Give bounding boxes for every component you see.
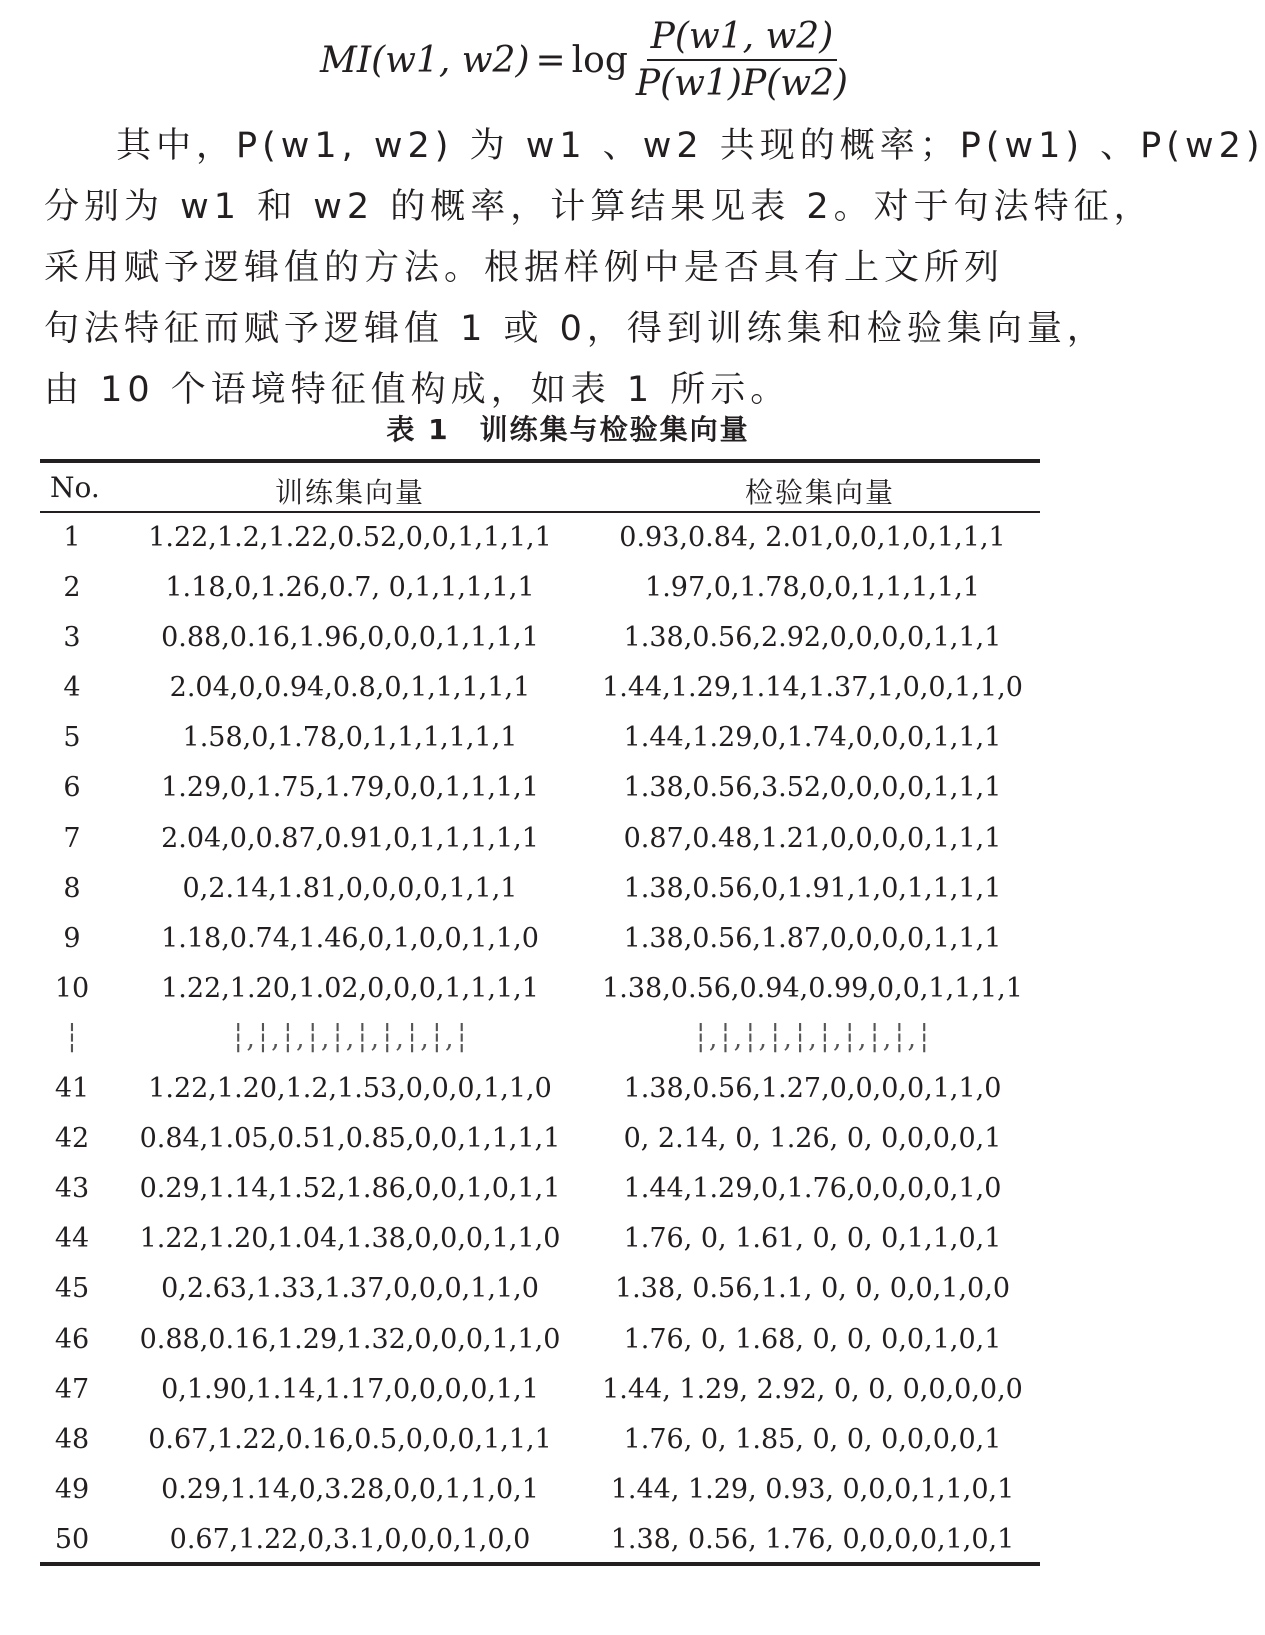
table-row bbox=[40, 566, 1040, 616]
test-vector-cell: 0, 2.14, 0, 1.26, 0, 0,0,0,0,1 bbox=[623, 1123, 1002, 1155]
table-row bbox=[40, 516, 1040, 566]
table-row bbox=[40, 1468, 1040, 1518]
header-test-vector: 检验集向量 bbox=[744, 476, 895, 509]
train-vector-cell: 0.88,0.16,1.29,1.32,0,0,0,1,1,0 bbox=[139, 1323, 561, 1355]
row-number: 47 bbox=[54, 1373, 90, 1405]
row-number: 49 bbox=[54, 1473, 90, 1505]
table-row bbox=[40, 666, 1040, 716]
table-top-rule bbox=[40, 459, 1040, 463]
test-vector-cell: 1.97,0,1.78,0,0,1,1,1,1,1 bbox=[645, 572, 980, 604]
test-vector-cell: 1.76, 0, 1.85, 0, 0, 0,0,0,0,1 bbox=[623, 1423, 1002, 1455]
paragraph-line: 分别为 w1 和 w2 的概率，计算结果见表 2。对于句法特征， bbox=[44, 187, 1154, 227]
train-vector-cell: 0.67,1.22,0,3.1,0,0,0,1,0,0 bbox=[169, 1523, 531, 1555]
row-number: 41 bbox=[54, 1073, 90, 1105]
test-vector-cell: 1.38,0.56,1.27,0,0,0,0,1,1,0 bbox=[623, 1073, 1002, 1105]
body-paragraph bbox=[44, 116, 1265, 421]
train-vector-cell: 1.22,1.20,1.04,1.38,0,0,0,1,1,0 bbox=[139, 1223, 561, 1255]
table-row bbox=[40, 1418, 1040, 1468]
row-number: 44 bbox=[54, 1223, 90, 1255]
table-row bbox=[40, 766, 1040, 816]
table-row bbox=[40, 1368, 1040, 1418]
test-vector-cell: 1.38,0.56,2.92,0,0,0,0,1,1,1 bbox=[623, 622, 1002, 654]
train-vector-cell: 1.18,0,1.26,0.7, 0,1,1,1,1,1 bbox=[165, 572, 535, 604]
train-vector-cell: 0.67,1.22,0.16,0.5,0,0,0,1,1,1 bbox=[148, 1423, 552, 1455]
row-number: ┆ bbox=[63, 1022, 81, 1054]
test-vector-cell: 1.38,0.56,0,1.91,1,0,1,1,1,1 bbox=[623, 872, 1002, 904]
table-caption-number: 表 1 bbox=[386, 413, 450, 446]
train-vector-cell: 1.29,0,1.75,1.79,0,0,1,1,1,1 bbox=[161, 772, 539, 804]
train-vector-cell: 0.29,1.14,0,3.28,0,0,1,1,0,1 bbox=[161, 1473, 539, 1505]
train-vector-cell: 0,1.90,1.14,1.17,0,0,0,0,1,1 bbox=[161, 1373, 539, 1405]
row-number: 9 bbox=[63, 922, 81, 954]
table-row bbox=[40, 1518, 1040, 1568]
row-number: 7 bbox=[63, 822, 81, 854]
mi-formula bbox=[320, 10, 852, 110]
test-vector-cell: 1.38,0.56,0.94,0.99,0,0,1,1,1,1 bbox=[602, 972, 1023, 1004]
test-vector-cell: 1.38,0.56,1.87,0,0,0,0,1,1,1 bbox=[623, 922, 1002, 954]
train-vector-cell: 0.88,0.16,1.96,0,0,0,1,1,1,1 bbox=[161, 622, 539, 654]
table-body bbox=[40, 516, 1040, 1568]
train-vector-cell: 0.29,1.14,1.52,1.86,0,0,1,0,1,1 bbox=[139, 1173, 561, 1205]
train-vector-cell: 2.04,0,0.87,0.91,0,1,1,1,1,1 bbox=[161, 822, 539, 854]
paragraph-line: 其中，P(w1, w2) 为 w1 、w2 共现的概率；P(w1) 、P(w2) bbox=[116, 126, 1265, 166]
table-row bbox=[40, 1117, 1040, 1167]
paragraph-line: 采用赋予逻辑值的方法。根据样例中是否具有上文所列 bbox=[44, 248, 1005, 288]
formula-equals: = bbox=[535, 39, 566, 81]
row-number: 5 bbox=[63, 722, 81, 754]
row-number: 1 bbox=[63, 522, 81, 553]
row-number: 10 bbox=[54, 972, 90, 1004]
test-vector-cell: 1.44,1.29,0,1.74,0,0,0,1,1,1 bbox=[623, 722, 1002, 754]
row-number: 8 bbox=[63, 872, 81, 904]
train-vector-cell: 1.58,0,1.78,0,1,1,1,1,1,1 bbox=[182, 722, 518, 754]
train-vector-cell: ┆,┆,┆,┆,┆,┆,┆,┆,┆,┆ bbox=[230, 1022, 470, 1054]
test-vector-cell: 0.93,0.84, 2.01,0,0,1,0,1,1,1 bbox=[619, 522, 1006, 553]
test-vector-cell: 1.38,0.56,3.52,0,0,0,0,1,1,1 bbox=[623, 772, 1002, 804]
test-vector-cell: 1.44, 1.29, 2.92, 0, 0, 0,0,0,0,0 bbox=[602, 1373, 1023, 1405]
formula-numerator: P(w1, w2) bbox=[647, 16, 838, 61]
table-row bbox=[40, 1167, 1040, 1217]
row-number: 50 bbox=[54, 1523, 90, 1555]
train-vector-cell: 1.22,1.2,1.22,0.52,0,0,1,1,1,1 bbox=[148, 522, 552, 553]
table-row bbox=[40, 716, 1040, 766]
table-row bbox=[40, 1067, 1040, 1117]
row-number: 6 bbox=[63, 772, 81, 804]
paragraph-line: 句法特征而赋予逻辑值 1 或 0，得到训练集和检验集向量， bbox=[44, 309, 1107, 349]
row-number: 42 bbox=[54, 1123, 90, 1155]
test-vector-cell: 1.76, 0, 1.68, 0, 0, 0,0,1,0,1 bbox=[623, 1323, 1002, 1355]
table-row bbox=[40, 1217, 1040, 1267]
row-number: 46 bbox=[54, 1323, 90, 1355]
test-vector-cell: 1.44,1.29,1.14,1.37,1,0,0,1,1,0 bbox=[602, 672, 1023, 704]
row-number: 2 bbox=[63, 572, 81, 604]
train-vector-cell: 1.18,0.74,1.46,0,1,0,0,1,1,0 bbox=[161, 922, 539, 954]
header-train-vector: 训练集向量 bbox=[274, 476, 425, 509]
test-vector-cell: 1.38, 0.56, 1.76, 0,0,0,0,1,0,1 bbox=[610, 1523, 1015, 1555]
row-number: 43 bbox=[54, 1173, 90, 1205]
table-header bbox=[40, 465, 1040, 511]
formula-lhs: MI(w1, w2) bbox=[320, 39, 530, 81]
train-vector-cell: 0,2.14,1.81,0,0,0,0,1,1,1 bbox=[182, 872, 518, 904]
table-row bbox=[40, 1267, 1040, 1317]
row-number: 4 bbox=[63, 672, 81, 704]
table-row bbox=[40, 917, 1040, 967]
table-row bbox=[40, 1318, 1040, 1368]
table-row bbox=[40, 817, 1040, 867]
table-caption-title: 训练集与检验集向量 bbox=[479, 413, 750, 446]
table-header-rule bbox=[40, 511, 1040, 513]
train-vector-cell: 2.04,0,0.94,0.8,0,1,1,1,1,1 bbox=[169, 672, 531, 704]
row-number: 3 bbox=[63, 622, 81, 654]
table-row bbox=[40, 616, 1040, 666]
table-caption bbox=[0, 408, 1136, 448]
paragraph-line: 由 10 个语境特征值构成，如表 1 所示。 bbox=[44, 370, 791, 410]
test-vector-cell: ┆,┆,┆,┆,┆,┆,┆,┆,┆,┆ bbox=[692, 1022, 933, 1054]
test-vector-cell: 1.44,1.29,0,1.76,0,0,0,0,1,0 bbox=[623, 1173, 1002, 1205]
test-vector-cell: 1.38, 0.56,1.1, 0, 0, 0,0,1,0,0 bbox=[615, 1273, 1010, 1305]
test-vector-cell: 1.44, 1.29, 0.93, 0,0,0,1,1,0,1 bbox=[610, 1473, 1015, 1505]
test-vector-cell: 0.87,0.48,1.21,0,0,0,0,1,1,1 bbox=[623, 822, 1002, 854]
formula-fraction bbox=[632, 16, 852, 104]
train-vector-cell: 0.84,1.05,0.51,0.85,0,0,1,1,1,1 bbox=[139, 1123, 561, 1155]
formula-denominator: P(w1)P(w2) bbox=[635, 63, 848, 104]
header-no: No. bbox=[50, 471, 100, 504]
train-vector-cell: 0,2.63,1.33,1.37,0,0,0,1,1,0 bbox=[161, 1273, 539, 1305]
table-bottom-rule bbox=[40, 1562, 1040, 1566]
formula-log: log bbox=[571, 39, 628, 81]
row-number: 48 bbox=[54, 1423, 90, 1455]
train-vector-cell: 1.22,1.20,1.2,1.53,0,0,0,1,1,0 bbox=[148, 1073, 552, 1105]
train-vector-cell: 1.22,1.20,1.02,0,0,0,1,1,1,1 bbox=[161, 972, 539, 1004]
test-vector-cell: 1.76, 0, 1.61, 0, 0, 0,1,1,0,1 bbox=[623, 1223, 1002, 1255]
table-row bbox=[40, 867, 1040, 917]
row-number: 45 bbox=[54, 1273, 90, 1305]
table-row bbox=[40, 1017, 1040, 1067]
table-row bbox=[40, 967, 1040, 1017]
